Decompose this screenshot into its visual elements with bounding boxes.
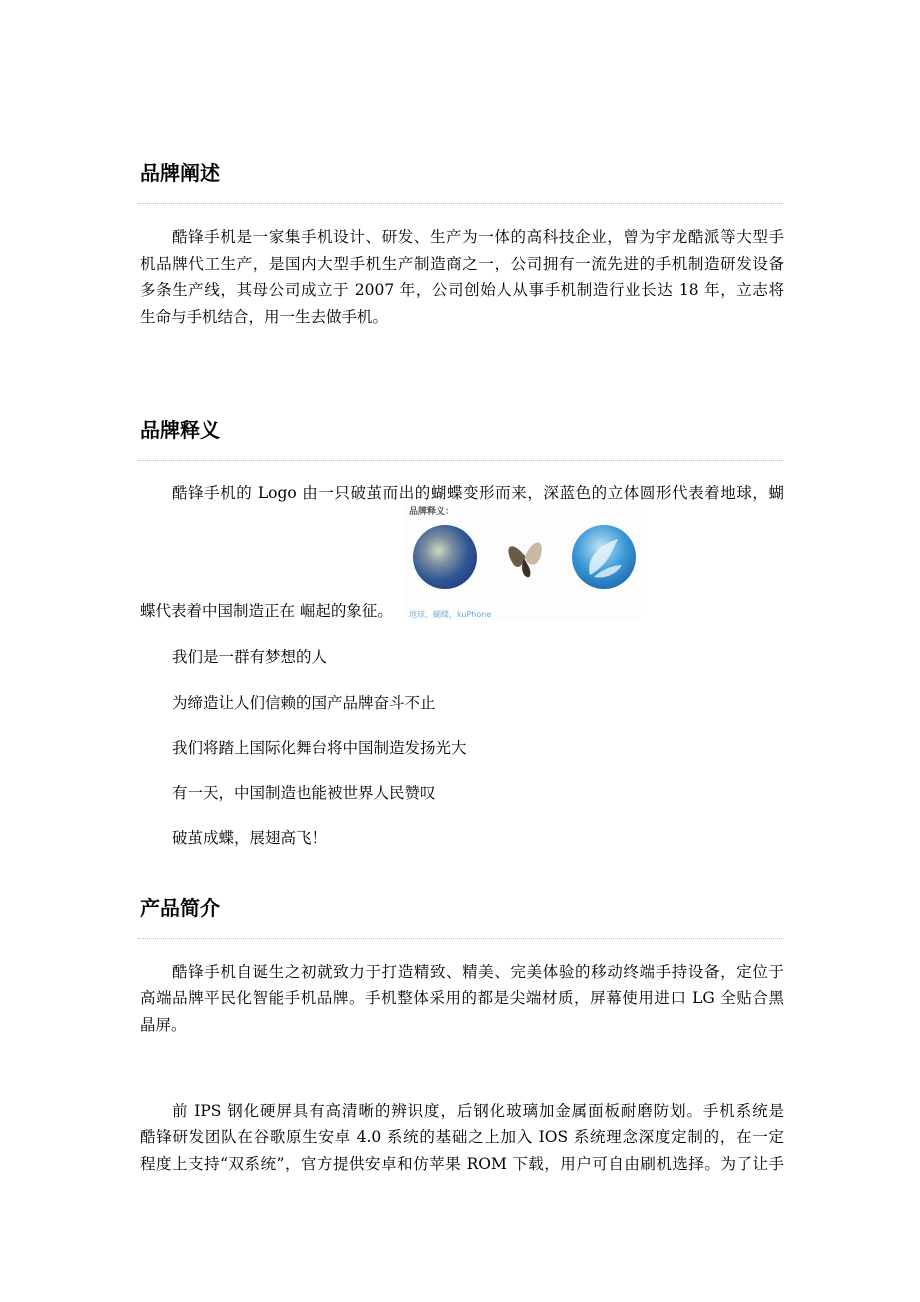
divider	[138, 938, 784, 939]
paragraph-line: 多条生产线，其母公司成立于 2007 年，公司创始人从事手机制造行业长达 18 年，立志将	[140, 281, 784, 299]
paragraph-line: 高端品牌平民化智能手机品牌。手机整体采用的都是尖端材质，屏幕使用进口 LG 全贴合黑	[140, 989, 784, 1007]
section-heading-brand-statement: 品牌阐述	[140, 161, 220, 185]
paragraph-line: 酷锋手机是一家集手机设计、研发、生产为一体的高科技企业，曾为宇龙酷派等大型手	[172, 228, 784, 246]
earth-globe-icon	[413, 525, 477, 589]
paragraph-line: 机品牌代工生产，是国内大型手机生产制造商之一，公司拥有一流先进的手机制造研发设备	[140, 255, 784, 273]
divider	[138, 460, 784, 461]
slogan-line: 我们将踏上国际化舞台将中国制造发扬光大	[172, 739, 467, 757]
paragraph-line: 酷锋手机的 Logo 由一只破茧而出的蝴蝶变形而来，深蓝色的立体圆形代表着地球，蝴	[172, 484, 784, 502]
paragraph-line: 前 IPS 钢化硬屏具有高清晰的辨识度，后钢化玻璃加金属面板耐磨防划。手机系统是	[172, 1102, 784, 1120]
paragraph-line: 酷锋研发团队在谷歌原生安卓 4.0 系统的基础之上加入 IOS 系统理念深度定制的，在一定	[140, 1128, 784, 1146]
figure-subcaption: 地球，蝴蝶，kuPhone	[409, 610, 492, 619]
slogan-line: 我们是一群有梦想的人	[172, 648, 328, 666]
paragraph-line: 酷锋手机自诞生之初就致力于打造精致、精美、完美体验的移动终端手持设备，定位于	[172, 963, 784, 981]
figure-caption: 品牌释义：	[409, 507, 455, 517]
paragraph-line: 程度上支持“双系统”，官方提供安卓和仿苹果 ROM 下载，用户可自由刷机选择。为了让手	[140, 1155, 784, 1173]
slogan-line: 有一天，中国制造也能被世界人民赞叹	[172, 784, 436, 802]
slogan-line: 破茧成蝶，展翅高飞！	[172, 829, 328, 847]
butterfly-icon	[500, 528, 550, 584]
paragraph-line: 晶屏。	[140, 1016, 187, 1034]
section-heading-product-intro: 产品简介	[140, 896, 220, 920]
divider	[138, 203, 784, 204]
slogan-line: 为缔造让人们信赖的国产品牌奋斗不止	[172, 694, 436, 712]
kuphone-logo-icon	[572, 525, 636, 589]
paragraph-line: 生命与手机结合，用一生去做手机。	[140, 308, 389, 326]
section-heading-brand-meaning: 品牌释义	[140, 418, 220, 442]
paragraph-line: 蝶代表着中国制造正在 崛起的象征。	[140, 602, 393, 620]
